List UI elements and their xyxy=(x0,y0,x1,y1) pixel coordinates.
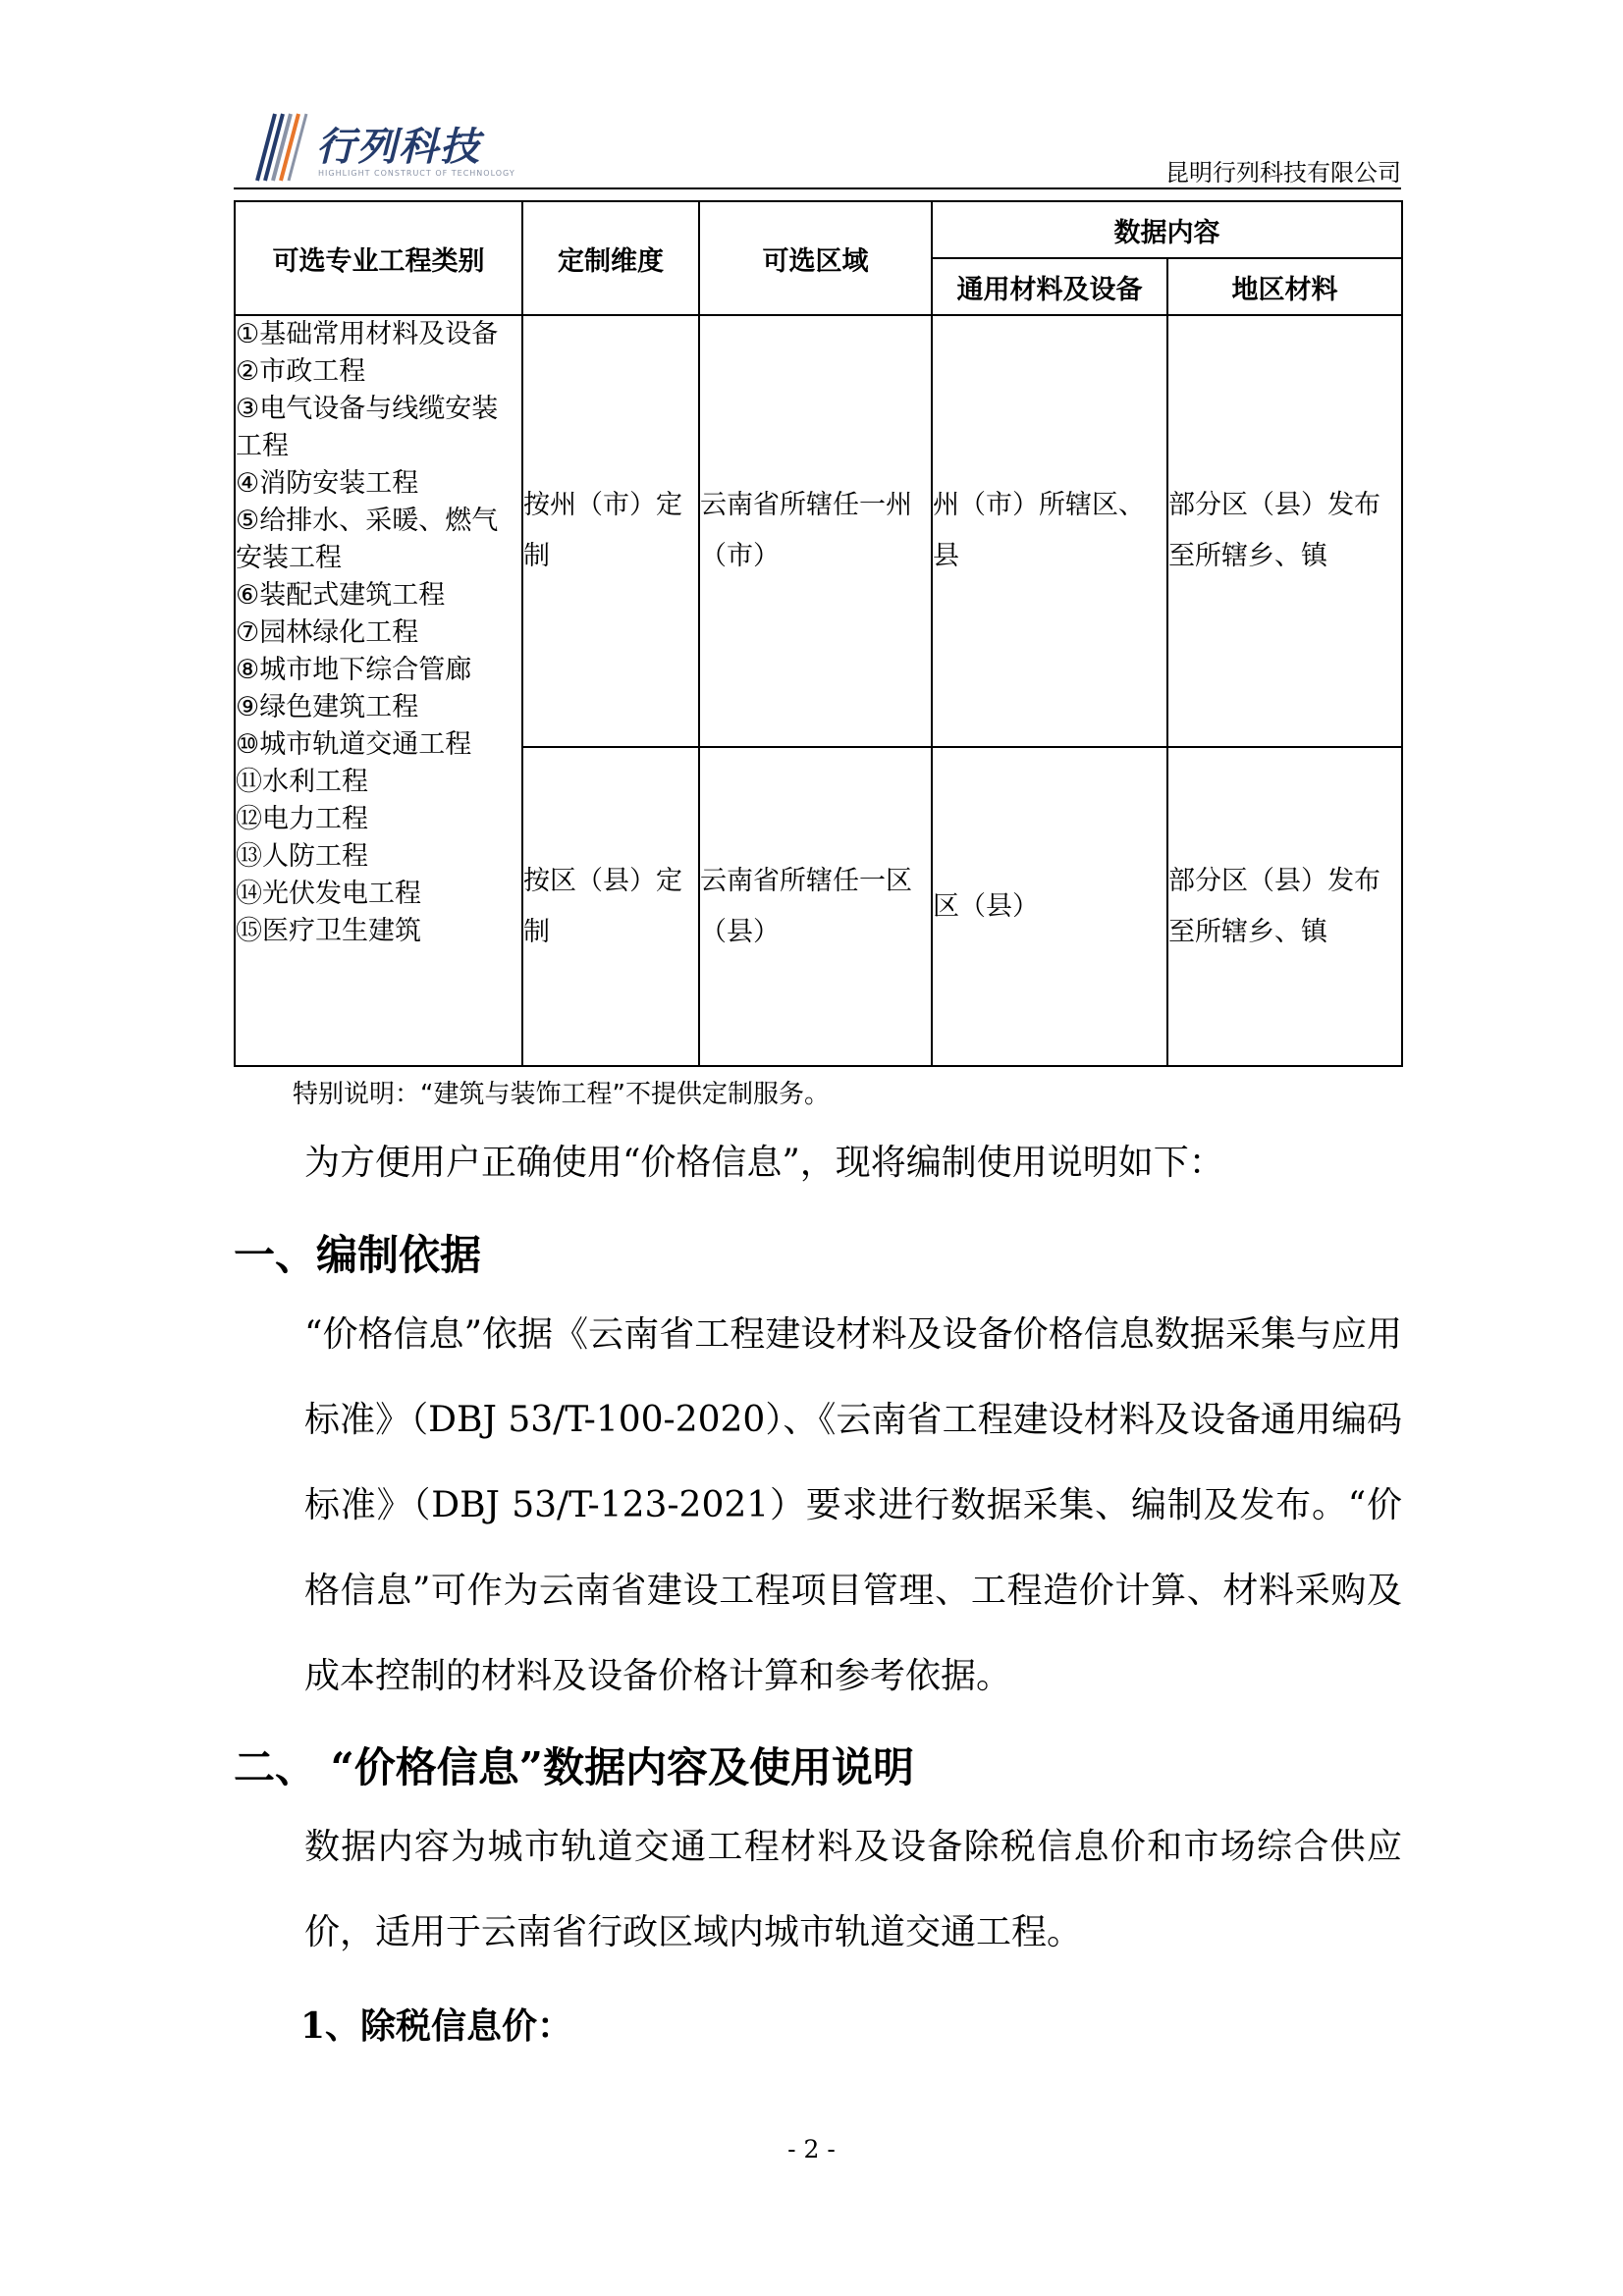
logo-subtext: HIGHLIGHT CONSTRUCT OF TECHNOLOGY xyxy=(318,169,515,178)
list-item: ⑮医疗卫生建筑 xyxy=(236,916,421,946)
page-number: - 2 - xyxy=(787,2135,836,2163)
list-item: ⑪水利工程 xyxy=(236,767,368,797)
section2-body xyxy=(234,1804,1402,1975)
row2-dimension: 按区（县）定制 xyxy=(522,747,699,1066)
section2-title: 二、 “价格信息”数据内容及使用说明 xyxy=(234,1743,914,1791)
row2-local: 部分区（县）发布至所辖乡、镇 xyxy=(1167,747,1402,1066)
header-region: 可选区域 xyxy=(699,201,932,315)
list-item: ⑧城市地下综合管廊 xyxy=(236,655,472,685)
row2-general: 区（县） xyxy=(932,747,1167,1066)
header-local-materials: 地区材料 xyxy=(1167,258,1402,315)
row1-dimension: 按州（市）定制 xyxy=(522,315,699,747)
header-category: 可选专业工程类别 xyxy=(235,201,522,315)
list-item: ⑩城市轨道交通工程 xyxy=(236,729,472,760)
header-data-content: 数据内容 xyxy=(932,201,1402,258)
logo-stripes-icon xyxy=(240,108,314,183)
list-item: ⑨绿色建筑工程 xyxy=(236,692,419,722)
list-item: ⑥装配式建筑工程 xyxy=(236,580,446,611)
header-divider xyxy=(234,187,1401,189)
category-list xyxy=(235,315,522,1066)
header-general-materials: 通用材料及设备 xyxy=(932,258,1167,315)
list-item: ⑤给排水、采暖、燃气安装工程 xyxy=(236,506,499,573)
list-item: ⑫电力工程 xyxy=(236,804,368,834)
logo-text: 行列科技 xyxy=(316,125,481,170)
list-item: ⑬人防工程 xyxy=(236,841,368,872)
intro-text: 为方便用户正确使用“价格信息”，现将编制使用说明如下： xyxy=(304,1143,1224,1183)
section2-text: 数据内容为城市轨道交通工程材料及设备除税信息价和市场综合供应价，适用于云南省行政区域内城市轨道交通工程。 xyxy=(304,1827,1402,1952)
list-item: ①基础常用材料及设备 xyxy=(236,319,499,349)
customization-table xyxy=(234,200,1403,1067)
list-item: ⑭光伏发电工程 xyxy=(236,879,421,909)
intro-paragraph xyxy=(234,1120,1402,1205)
subsection1-title: 1、除税信息价： xyxy=(300,2005,573,2047)
list-item: ②市政工程 xyxy=(236,356,366,387)
special-note: 特别说明：“建筑与装饰工程”不提供定制服务。 xyxy=(293,1080,830,1109)
header-dimension: 定制维度 xyxy=(522,201,699,315)
row1-general: 州（市）所辖区、县 xyxy=(932,315,1167,747)
list-item: ⑦园林绿化工程 xyxy=(236,617,419,648)
section1-text: “价格信息”依据《云南省工程建设材料及设备价格信息数据采集与应用标准》（DBJ 53/T-100-2020）、《云南省工程建设材料及设备通用编码标准》（DBJ 53/T-123-2021）要求进行数据采集、编制及发布。“价格信息”可作为云南省建设工程项目管理、工程造价计算、材料采购及成本控制的材料及设备价格计算和参考依据。 xyxy=(304,1314,1402,1696)
company-name: 昆明行列科技有限公司 xyxy=(1165,159,1401,187)
row1-region: 云南省所辖任一州（市） xyxy=(699,315,932,747)
row1-local: 部分区（县）发布至所辖乡、镇 xyxy=(1167,315,1402,747)
section1-body xyxy=(234,1292,1402,1719)
company-logo xyxy=(240,108,524,185)
section1-title: 一、编制依据 xyxy=(234,1231,482,1279)
row2-region: 云南省所辖任一区（县） xyxy=(699,747,932,1066)
list-item: ③电气设备与线缆安装工程 xyxy=(236,394,499,461)
list-item: ④消防安装工程 xyxy=(236,468,419,499)
